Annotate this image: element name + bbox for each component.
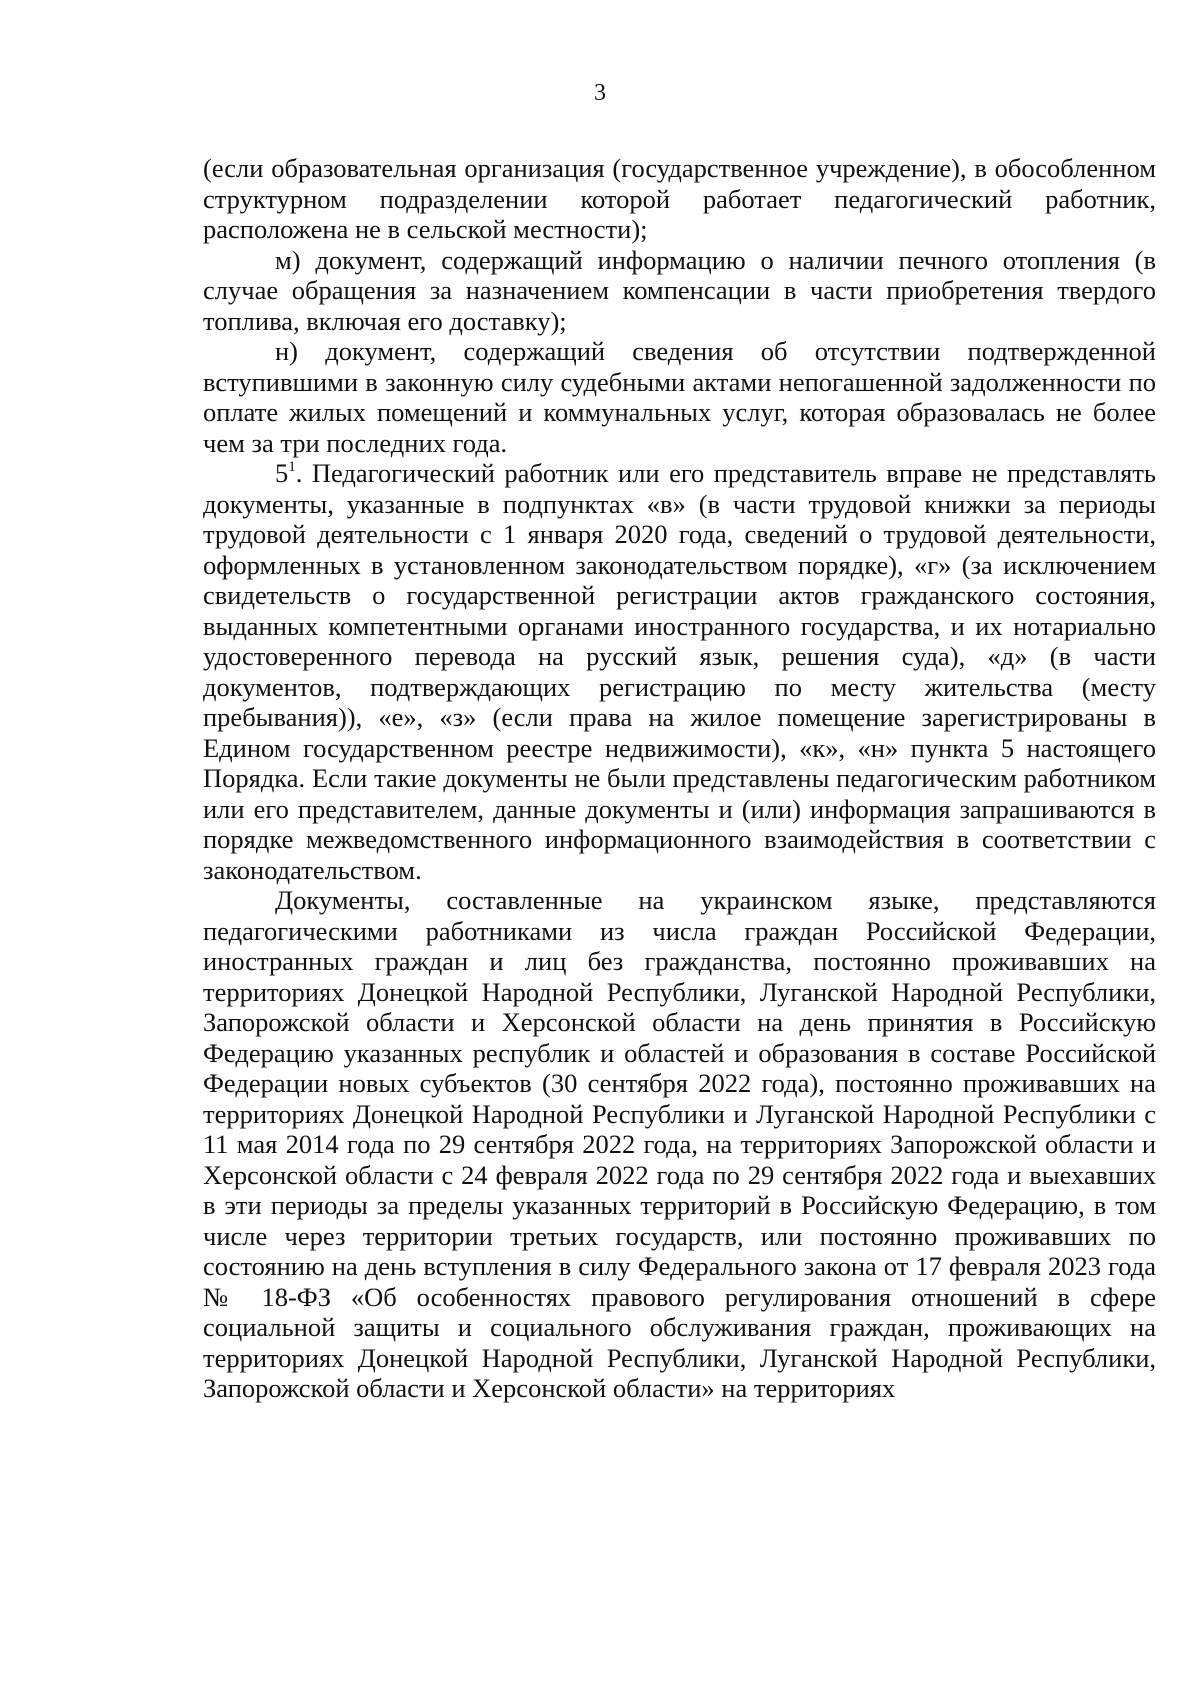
clause-number: 5 (275, 458, 289, 488)
clause-superscript: 1 (288, 459, 296, 475)
page-number: 3 (594, 80, 606, 106)
clause-text: . Педагогический работник или его представитель вправе не представлять документы, указанные в подпунктах «в» (в части трудовой книжки за периоды трудовой деятельности с 1 января 2020 года, сведений о трудовой деятельности, оформленных в установленном законодательством порядке), «г» (за исключением свидетельств о государственной регистрации актов гражданского состояния, выданных компетентными органами иностранного государства, и их нотариально удостоверенного перевода на русский язык, решения суда), «д» (в части документов, подтверждающих регистрацию по месту жительства (месту пребывания)), «е», «з» (если права на жилое помещение зарегистрированы в Едином государственном реестре недвижимости), «к», «н» пункта 5 настоящего Порядка. Если такие документы не были представлены педагогическим работником или его представителем, данные документы и (или) информация запрашиваются в порядке межведомственного информационного взаимодействия в соответствии с законодательством. (203, 458, 1156, 885)
paragraph-l-continuation: (если образовательная организация (государственное учреждение), в обособленном структурном подразделении которой работает педагогический работник, расположена не в сельской местности); (203, 153, 1156, 244)
paragraph-5-1 (203, 458, 1156, 885)
paragraph-n: н) документ, содержащий сведения об отсутствии подтвержденной вступившими в законную силу судебными актами непогашенной задолженности по оплате жилых помещений и коммунальных услуг, которая образовалась не более чем за три последних года. (203, 336, 1156, 458)
document-body (203, 153, 1156, 1404)
paragraph-ukrainian-documents: Документы, составленные на украинском языке, представляются педагогическими работниками из числа граждан Российской Федерации, иностранных граждан и лиц без гражданства, постоянно проживавших на территориях Донецкой Народной Республики, Луганской Народной Республики, Запорожской области и Херсонской области на день принятия в Российскую Федерацию указанных республик и областей и образования в составе Российской Федерации новых субъектов (30 сентября 2022 года), постоянно проживавших на территориях Донецкой Народной Республики и Луганской Народной Республики с 11 мая 2014 года по 29 сентября 2022 года, на территориях Запорожской области и Херсонской области с 24 февраля 2022 года по 29 сентября 2022 года и выехавших в эти периоды за пределы указанных территорий в Российскую Федерацию, в том числе через территории третьих государств, или постоянно проживавших по состоянию на день вступления в силу Федерального закона от 17 февраля 2023 года № 18-ФЗ «Об особенностях правового регулирования отношений в сфере социальной защиты и социального обслуживания граждан, проживающих на территориях Донецкой Народной Республики, Луганской Народной Республики, Запорожской области и Херсонской области» на территориях (203, 885, 1156, 1403)
paragraph-m: м) документ, содержащий информацию о наличии печного отопления (в случае обращения за назначением компенсации в части приобретения твердого топлива, включая его доставку); (203, 244, 1156, 336)
